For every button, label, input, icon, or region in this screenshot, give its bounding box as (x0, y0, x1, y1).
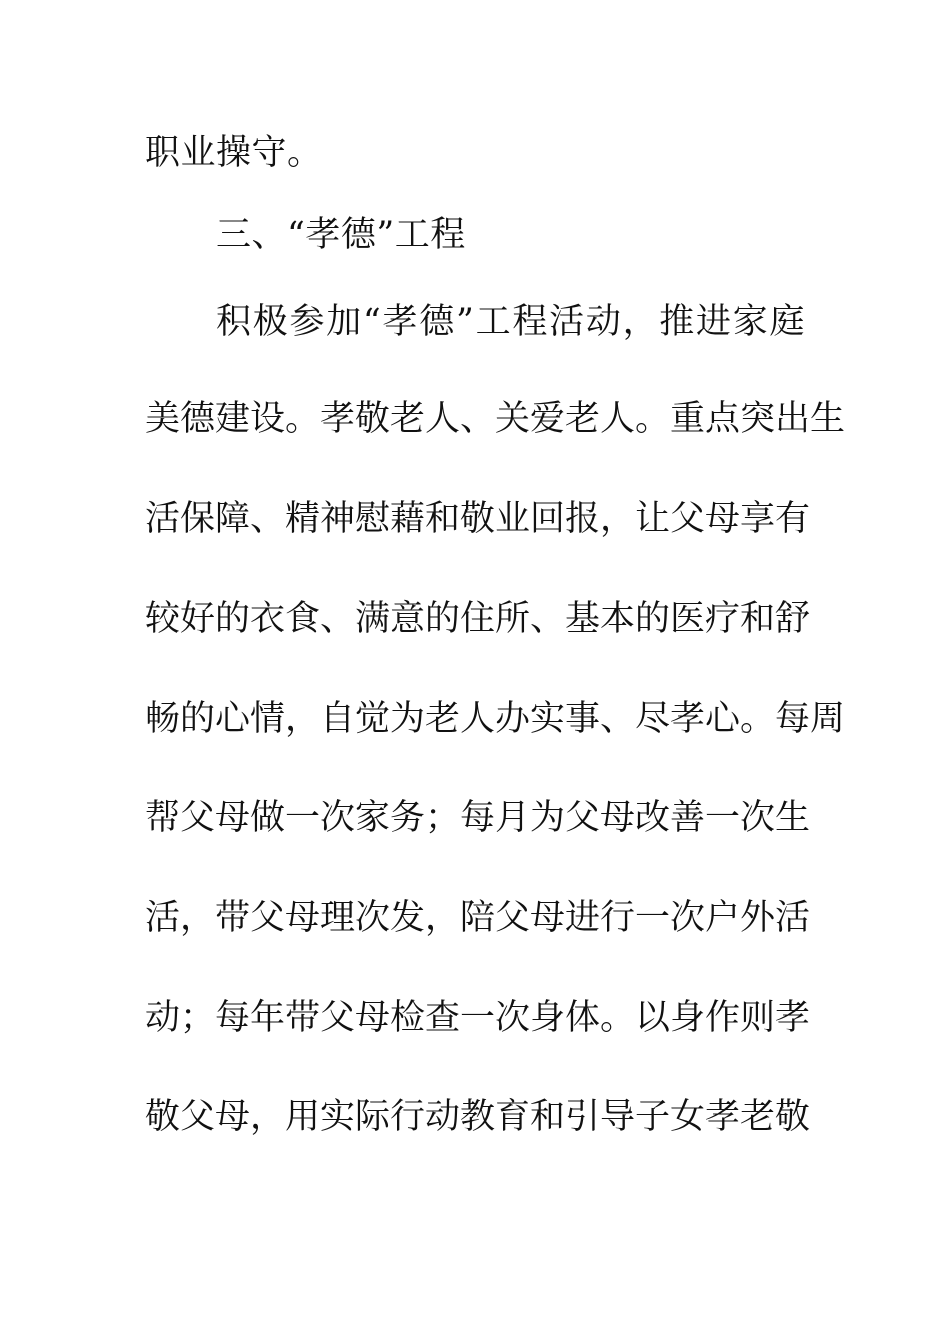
text-line: 活保障、精神慰藉和敬业回报，让父母享有 (145, 499, 811, 539)
section-heading: 三、“孝德”工程 (216, 215, 466, 255)
text-line: 职业操守。 (145, 133, 323, 173)
text-line: 敬父母，用实际行动教育和引导子女孝老敬 (145, 1097, 811, 1137)
text-line: 畅的心情，自觉为老人办实事、尽孝心。每周 (145, 699, 846, 739)
text-line: 动；每年带父母检查一次身体。以身作则孝 (145, 998, 811, 1038)
text-line: 美德建设。孝敬老人、关爱老人。重点突出生 (145, 399, 846, 439)
paragraph-first-line: 积极参加“孝德”工程活动，推进家庭 (216, 302, 805, 342)
text-line: 较好的衣食、满意的住所、基本的医疗和舒 (145, 599, 811, 639)
text-line: 活，带父母理次发，陪父母进行一次户外活 (145, 898, 811, 938)
text-line: 帮父母做一次家务；每月为父母改善一次生 (145, 798, 811, 838)
